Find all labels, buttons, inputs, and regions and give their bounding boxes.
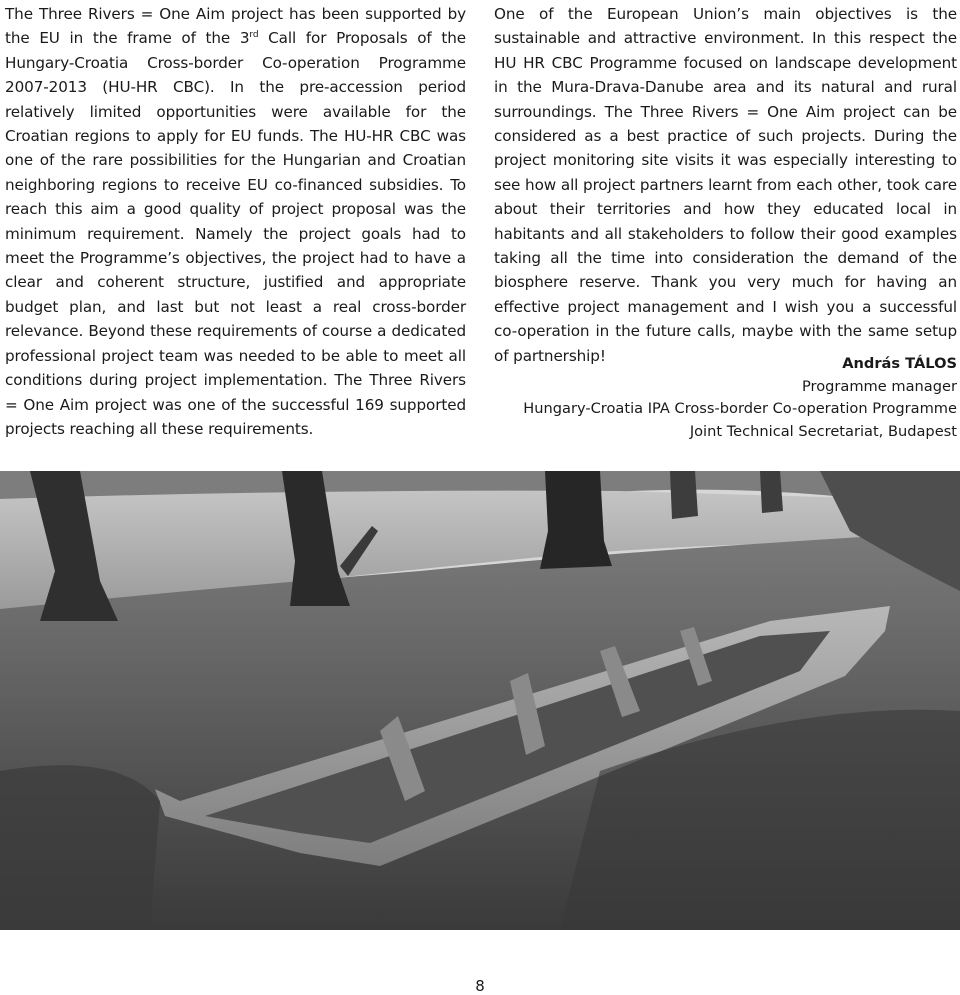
signatory-role: Programme manager bbox=[801, 377, 957, 395]
left-paragraph bbox=[5, 2, 466, 441]
ordinal-superscript: rd bbox=[249, 30, 259, 41]
right-column bbox=[494, 2, 957, 368]
page-number: 8 bbox=[475, 977, 485, 995]
tree-trunk-far-2 bbox=[760, 471, 783, 513]
left-paragraph-text-rest: Call for Proposals of the Hungary-Croatia Cross-border Co-operation Programme 2007-2013 (HU-HR CBC). In the pre-accession period relatively limited opportunities were available for the Croatian regions to apply for EU funds. The HU-HR CBC was one of the rare possibilities for the Hungarian and Croatian neighboring regions to receive EU co-financed subsidies. To reach this aim a good quality of project proposal was the minimum requirement. Namely the project goals had to meet the Programme’s objectives, the project had to have a clear and coherent structure, justified and appropriate budget plan, and last but not least a real cross-border relevance. Beyond these requirements of course a dedicated professional project team was needed to be able to meet all conditions during project implementation. The Three Rivers = One Aim project was one of the successful 169 supported projects reaching all these requirements. bbox=[5, 29, 466, 438]
signature-block bbox=[494, 353, 957, 443]
signatory-name: András TÁLOS bbox=[842, 355, 957, 372]
signatory-organization: Hungary-Croatia IPA Cross-border Co-operation Programme bbox=[523, 400, 957, 418]
signatory-office: Joint Technical Secretariat, Budapest bbox=[689, 422, 957, 440]
riverbank-boat-photo bbox=[0, 471, 960, 930]
tree-trunk-far bbox=[670, 471, 698, 519]
right-paragraph: One of the European Union’s main objectives is the sustainable and attractive environment. In this respect the HU HR CBC Programme focused on landscape development in the Mura-Drava-Danube area and its natural and rural surroundings. The Three Rivers = One Aim project can be considered as a best practice of such projects. During the project monitoring site visits it was especially interesting to see how all project partners learnt from each other, took care about their territories and how they educated local in habitants and all stakeholders to follow their good examples taking all the time into consideration the demand of the biosphere reserve. Thank you very much for having an effective project management and I wish you a successful co-operation in the future calls, maybe with the same setup of partnership! bbox=[494, 5, 957, 365]
foreground-grass-left bbox=[0, 765, 160, 930]
left-column bbox=[5, 2, 466, 441]
photo-illustration bbox=[0, 471, 960, 930]
left-paragraph-text-start: The Three Rivers = One Aim project has been supported by the EU in the frame of the 3 bbox=[5, 5, 466, 48]
